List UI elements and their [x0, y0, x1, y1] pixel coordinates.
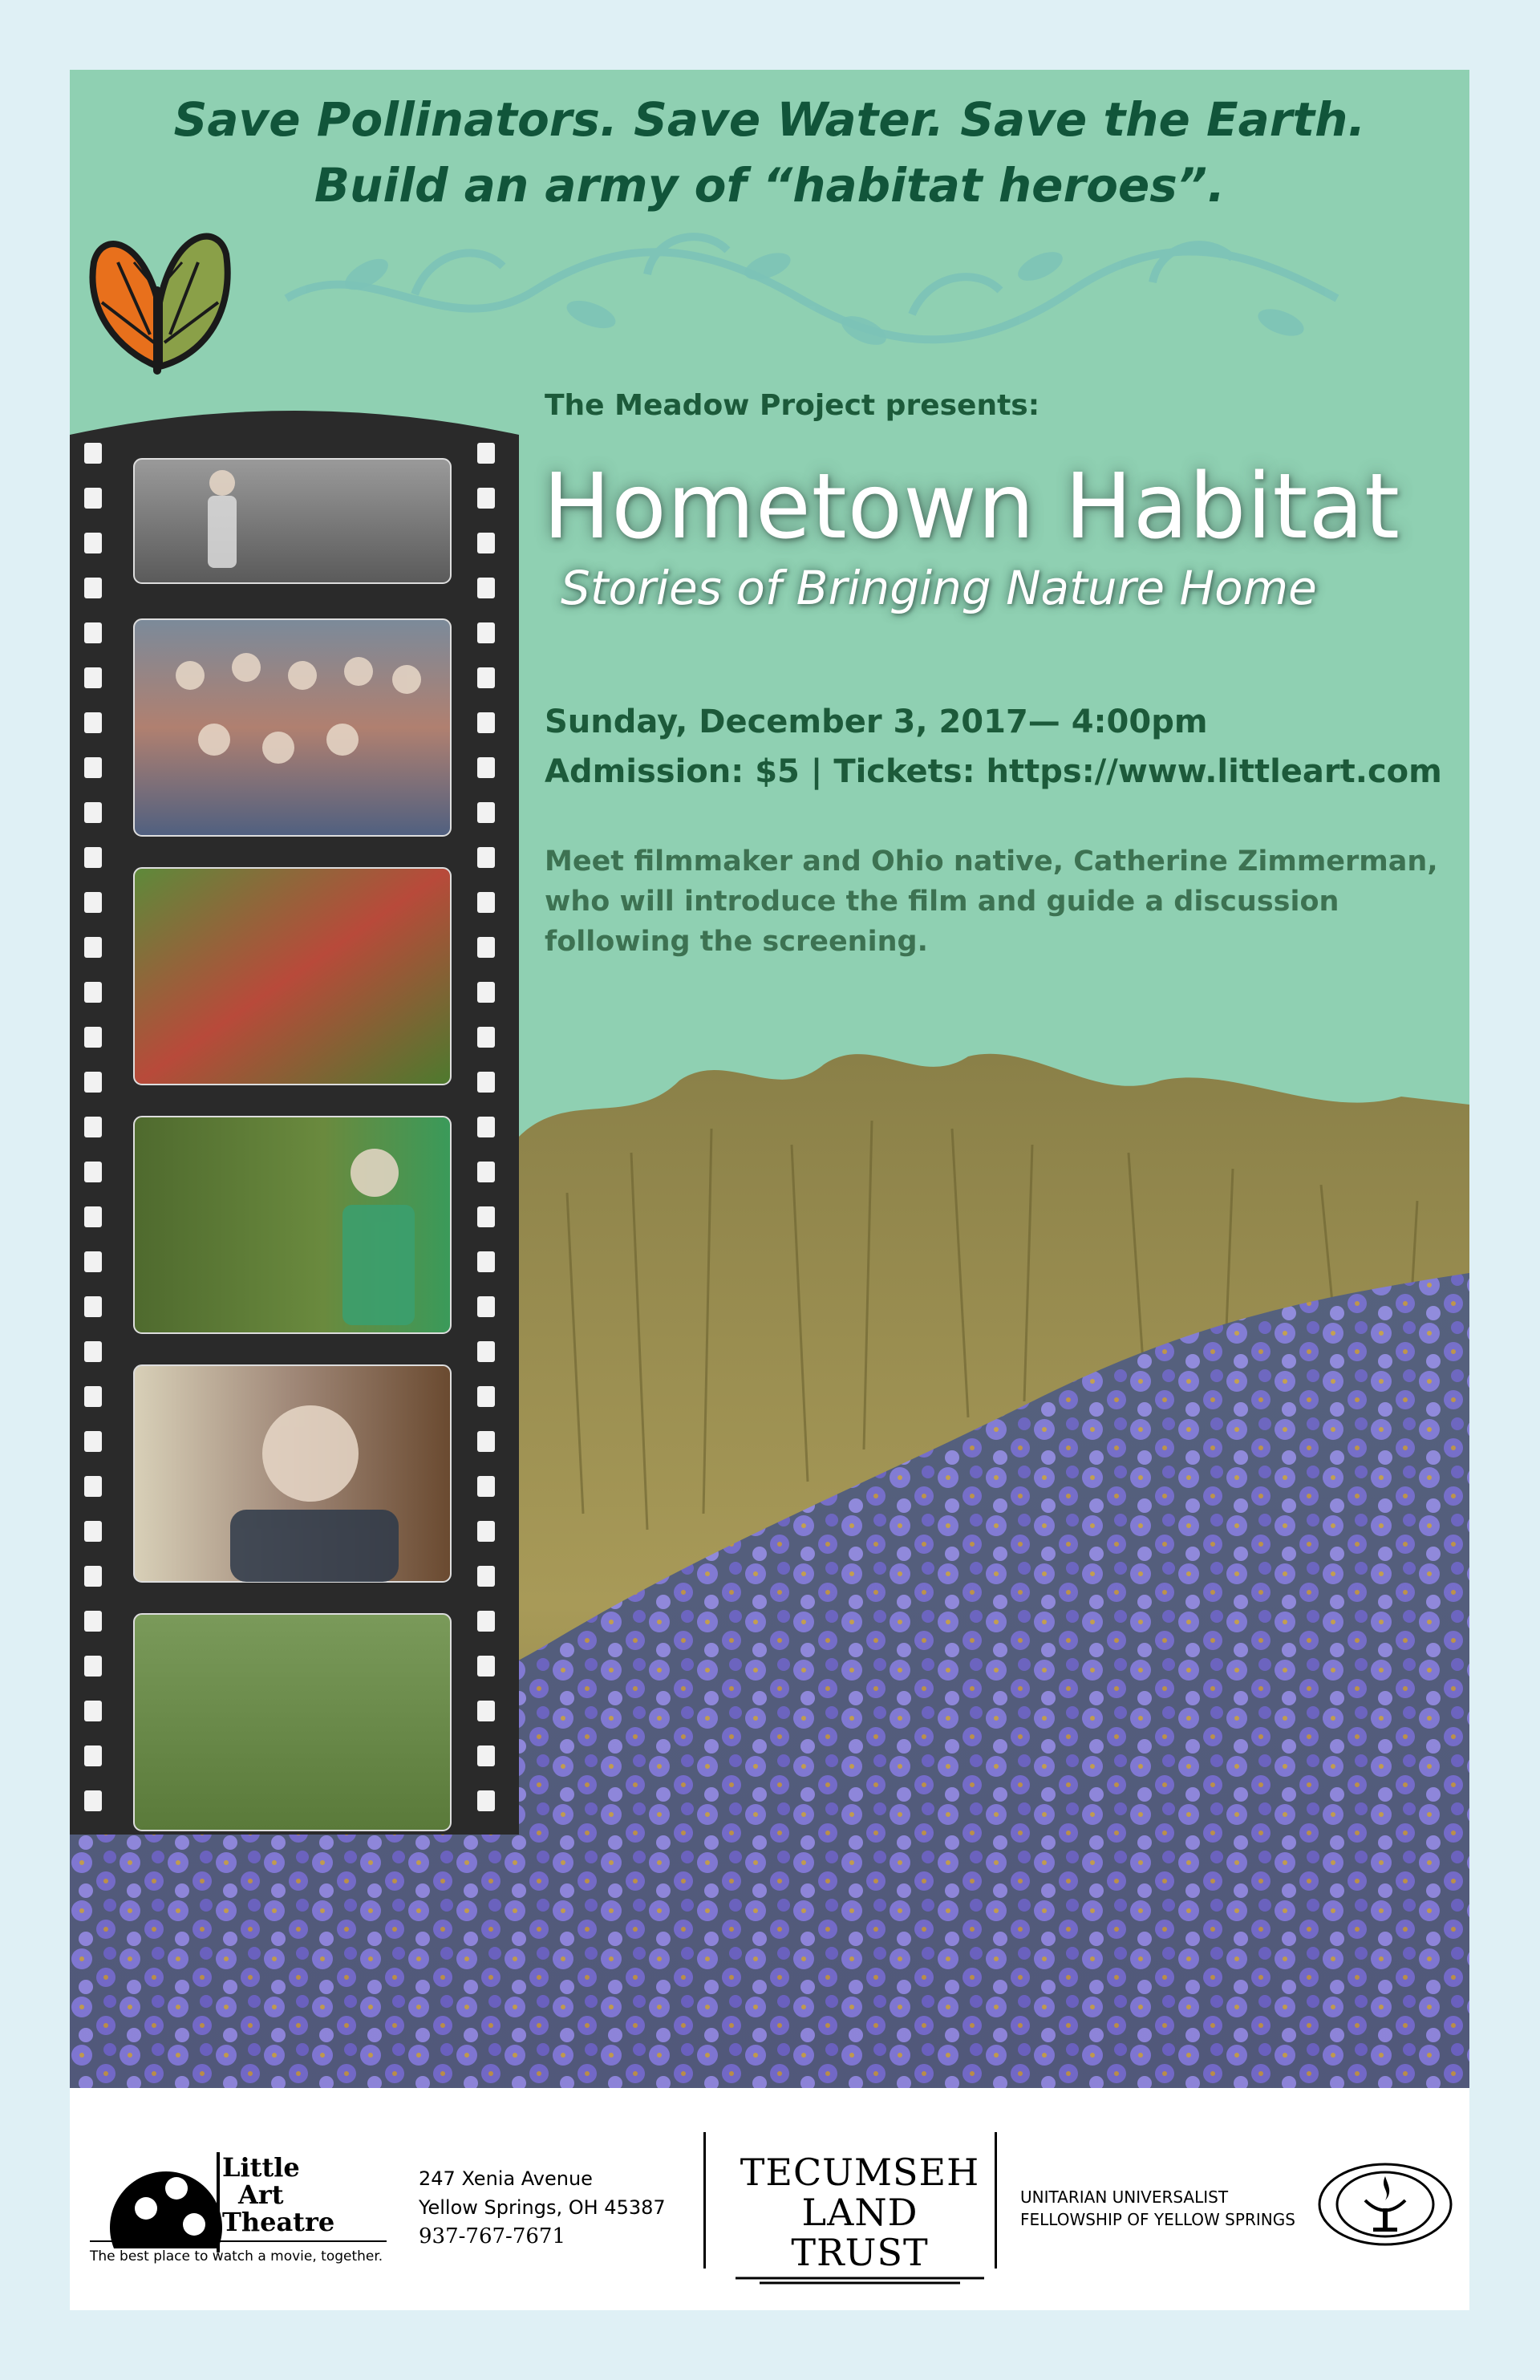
fellowship-line-2: FELLOWSHIP OF YELLOW SPRINGS [1020, 2210, 1295, 2229]
film-title: Hometown Habitat [543, 455, 1400, 559]
footer-divider-2 [995, 2132, 997, 2269]
theatre-address [419, 2164, 666, 2251]
event-datetime: Sunday, December 3, 2017— 4:00pm [545, 703, 1208, 740]
land-trust-logo [736, 2152, 984, 2288]
land-trust-rule-icon [736, 2273, 984, 2285]
admission-info: Admission: $5 | Tickets: https://www.littleart.com [545, 753, 1442, 790]
theatre-name [222, 2154, 334, 2236]
event-description: Meet filmmaker and Ohio native, Catherine Zimmerman, who will introduce the film and guide a discussion following the screening. [545, 845, 1438, 958]
tagline-line-2: Build an army of “habitat heroes”. [314, 158, 1226, 213]
theatre-tagline: The best place to watch a movie, together. [90, 2248, 383, 2264]
butterfly-icon [70, 214, 246, 391]
vine-ornament-icon [270, 218, 1353, 363]
address-street: 247 Xenia Avenue [419, 2167, 593, 2190]
footer-divider-1 [703, 2132, 706, 2269]
poster [70, 70, 1469, 2310]
address-city: Yellow Springs, OH 45387 [419, 2196, 666, 2219]
tagline-line-1: Save Pollinators. Save Water. Save the Earth. [173, 92, 1366, 147]
chalice-icon [1317, 2160, 1453, 2248]
fellowship-line-1: UNITARIAN UNIVERSALIST [1020, 2187, 1229, 2207]
film-subtitle: Stories of Bringing Nature Home [561, 561, 1317, 615]
fellowship-name [1020, 2186, 1295, 2231]
theatre-name-line-3: Theatre [222, 2207, 335, 2237]
sponsor-footer [70, 2088, 1469, 2310]
theatre-phone: 937-767-7671 [419, 2224, 565, 2248]
theatre-name-line-2: Art [238, 2179, 284, 2210]
land-trust-line-1: TECUMSEH [740, 2151, 980, 2194]
presenter-line: The Meadow Project presents: [545, 389, 1040, 422]
theatre-name-line-1: Little [222, 2152, 300, 2183]
film-strip [70, 387, 519, 1835]
land-trust-line-2: LAND TRUST [791, 2191, 929, 2274]
